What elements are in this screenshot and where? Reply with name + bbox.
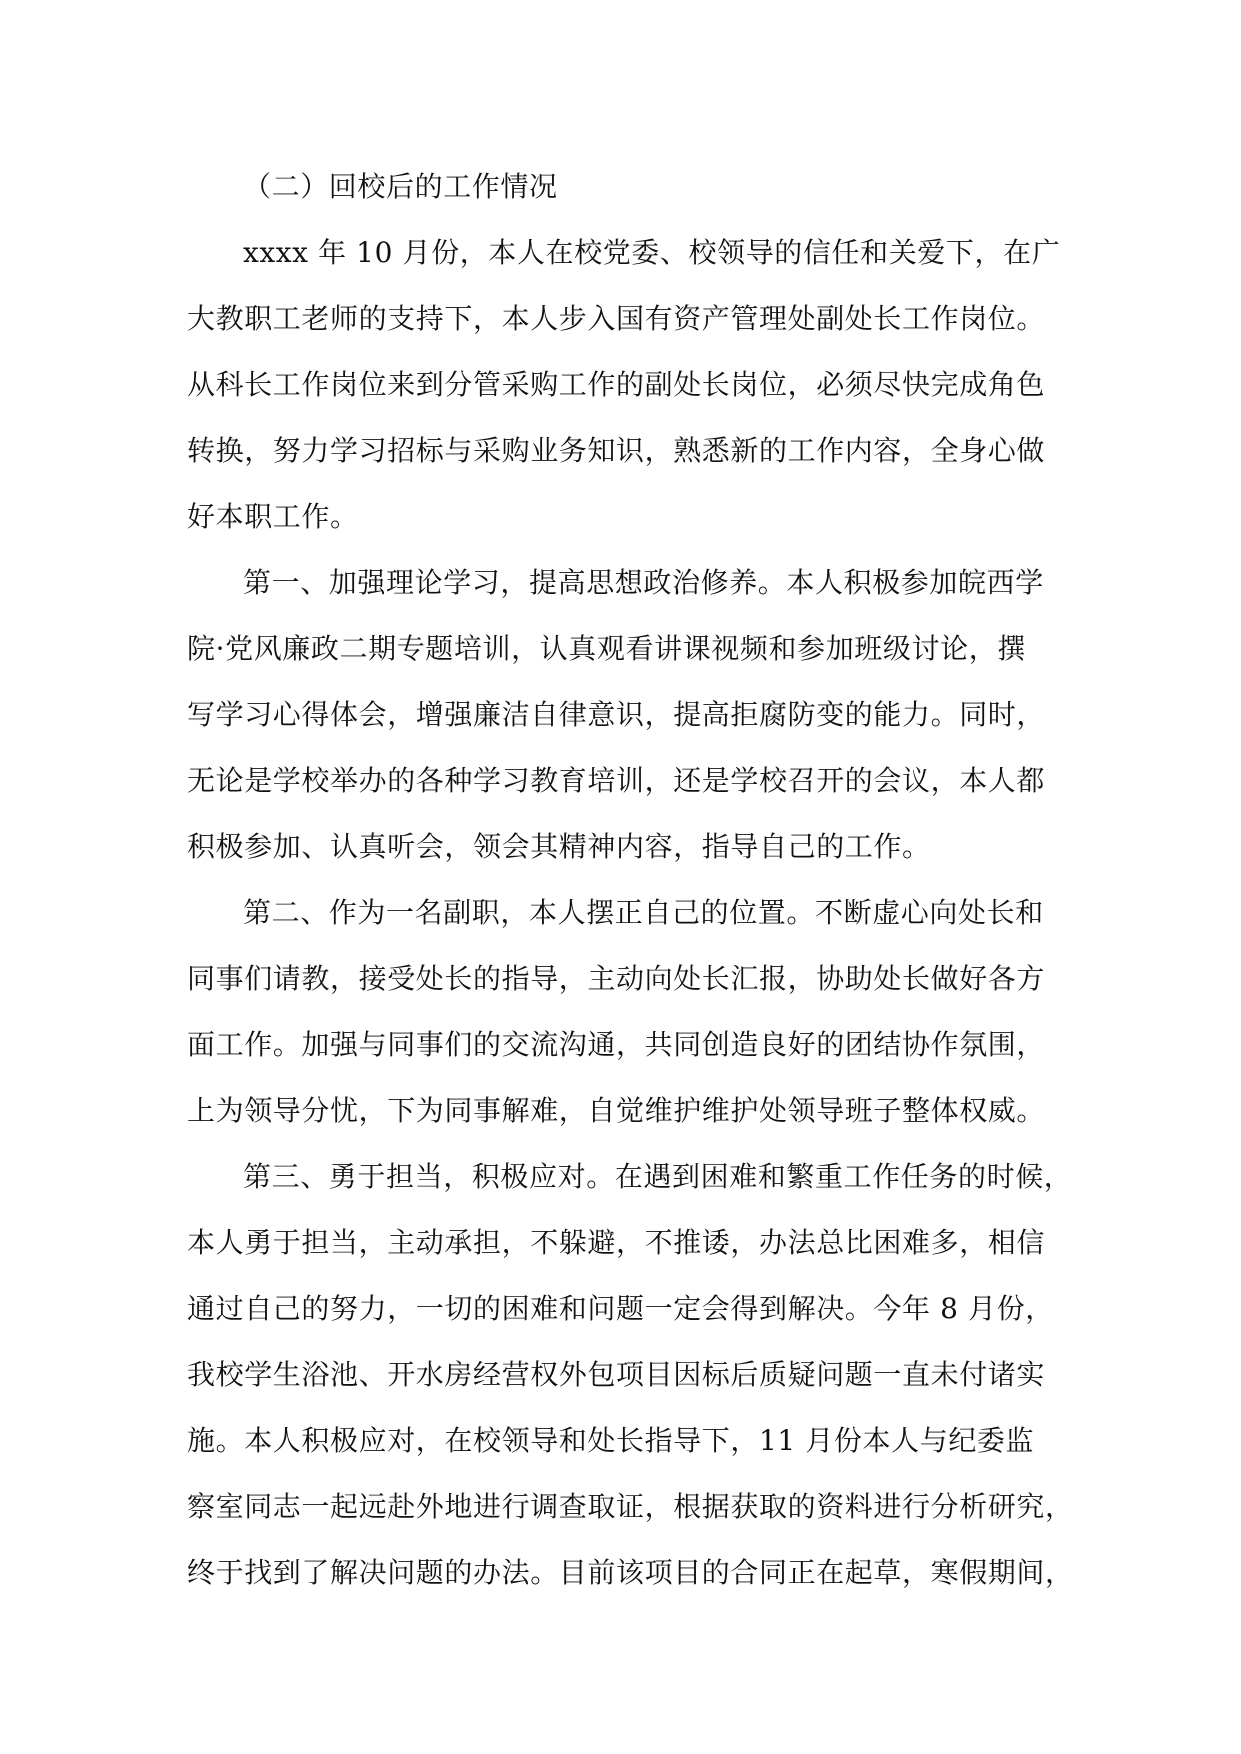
paragraph-third xyxy=(187,1144,1074,1606)
text-line: 同事们请教，接受处长的指导，主动向处长汇报，协助处长做好各方 xyxy=(187,962,1046,995)
paragraph-first xyxy=(187,550,1057,880)
text-line: 积极参加、认真听会，领会其精神内容，指导自己的工作。 xyxy=(187,830,931,863)
text-line: 我校学生浴池、开水房经营权外包项目因标后质疑问题一直未付诸实 xyxy=(187,1358,1046,1391)
text-line: 第二、作为一名副职，本人摆正自己的位置。不断虚心向处长和 xyxy=(243,896,1044,929)
text-line: 施。本人积极应对，在校领导和处长指导下，11 月份本人与纪委监 xyxy=(187,1424,1035,1457)
text-line: 通过自己的努力，一切的困难和问题一定会得到解决。今年 8 月份， xyxy=(187,1292,1054,1325)
text-line: 好本职工作。 xyxy=(187,500,359,533)
text-line: 写学习心得体会，增强廉洁自律意识，提高拒腐防变的能力。同时， xyxy=(187,698,1046,731)
text-line: 面工作。加强与同事们的交流沟通，共同创造良好的团结协作氛围， xyxy=(187,1028,1046,1061)
text-line: 终于找到了解决问题的办法。目前该项目的合同正在起草，寒假期间， xyxy=(187,1556,1074,1589)
document-body xyxy=(187,154,1074,1606)
text-line: 第一、加强理论学习，提高思想政治修养。本人积极参加皖西学 xyxy=(243,566,1044,599)
text-line: 察室同志一起远赴外地进行调查取证，根据获取的资料进行分析研究， xyxy=(187,1490,1074,1523)
text-line: 无论是学校举办的各种学习教育培训，还是学校召开的会议，本人都 xyxy=(187,764,1046,797)
text-line: 上为领导分忧，下为同事解难，自觉维护维护处领导班子整体权威。 xyxy=(187,1094,1046,1127)
paragraph-second xyxy=(187,880,1057,1144)
text-line: 转换，努力学习招标与采购业务知识，熟悉新的工作内容，全身心做 xyxy=(187,434,1046,467)
text-line: xxxx 年 10 月份，本人在校党委、校领导的信任和关爱下，在广 xyxy=(243,236,1061,269)
heading-line: （二）回校后的工作情况 xyxy=(243,170,558,203)
text-line: 院·党风廉政二期专题培训，认真观看讲课视频和参加班级讨论，撰 xyxy=(187,632,1026,665)
text-line: 从科长工作岗位来到分管采购工作的副处长岗位，必须尽快完成角色 xyxy=(187,368,1046,401)
paragraph-intro xyxy=(187,220,1061,550)
section-heading xyxy=(187,154,1057,220)
text-line: 第三、勇于担当，积极应对。在遇到困难和繁重工作任务的时候， xyxy=(243,1160,1073,1193)
text-line: 本人勇于担当，主动承担，不躲避，不推诿，办法总比困难多，相信 xyxy=(187,1226,1046,1259)
text-line: 大教职工老师的支持下，本人步入国有资产管理处副处长工作岗位。 xyxy=(187,302,1046,335)
